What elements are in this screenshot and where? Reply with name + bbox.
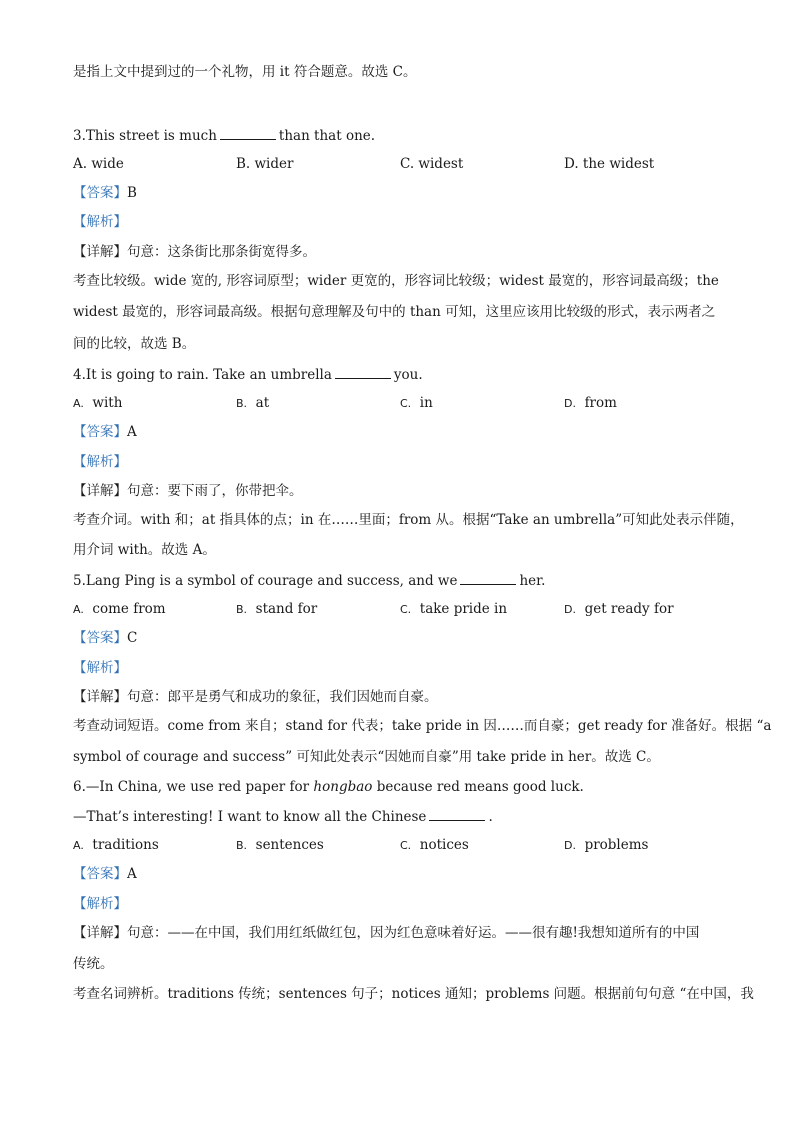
q5-options: [73, 599, 733, 619]
q5-blank: [460, 570, 516, 585]
q4-explain-1: 考查介词。with 和；at 指具体的点；in 在……里面；from 从。根据“Take an umbrella”可知此处表示伴随，: [73, 512, 744, 528]
q3-option-c: C. widest: [400, 156, 464, 172]
q5-option-d: D. get ready for: [564, 601, 674, 617]
q4-blank: [335, 364, 391, 379]
intro-line: 是指上文中提到过的一个礼物，用 it 符合题意。故选 C。: [73, 64, 417, 80]
q6-line1-after: because red means good luck.: [376, 779, 584, 795]
q5-detail-text: 句意：郎平是勇气和成功的象征，我们因她而自豪。: [127, 689, 438, 705]
q5-stem-before: 5.Lang Ping is a symbol of courage and success, and we: [73, 573, 458, 589]
q4-stem-after: you.: [393, 367, 423, 383]
q4-stem-before: 4.It is going to rain. Take an umbrella: [73, 367, 332, 383]
answer-label: 【答案】: [73, 630, 127, 646]
q3-stem: [73, 125, 375, 146]
q6-line1-before: 6.—In China, we use red paper for: [73, 779, 310, 795]
q6-line2-after: .: [488, 809, 493, 825]
q6-explain-1: 考查名词辨析。traditions 传统；sentences 句子；notices 通知；problems 问题。根据前句句意 “在中国，我: [73, 986, 754, 1002]
q3-explain-1: 考查比较级。wide 宽的, 形容词原型；wider 更宽的，形容词比较级；widest 最宽的，形容词最高级；the: [73, 273, 719, 289]
q3-explain-2: widest 最宽的，形容词最高级。根据句意理解及句中的 than 可知，这里应该用比较级的形式，表示两者之: [73, 304, 716, 320]
q6-answer: [73, 864, 137, 884]
q3-answer: [73, 183, 137, 203]
q3-stem-before: 3.This street is much: [73, 128, 217, 144]
q4-option-d: D. from: [564, 395, 617, 411]
q6-line-2: [73, 806, 493, 827]
q6-line2-before: —That’s interesting! I want to know all the Chinese: [73, 809, 427, 825]
q4-answer: [73, 422, 137, 442]
q4-stem: [73, 364, 423, 385]
q3-options: [73, 154, 733, 174]
detail-label: 【详解】: [73, 483, 127, 499]
q6-detail-text: 句意：——在中国，我们用红纸做红包，因为红色意味着好运。——很有趣!我想知道所有的中国: [127, 925, 700, 941]
q3-stem-after: than that one.: [278, 128, 376, 144]
q4-answer-value: A: [127, 424, 137, 440]
q6-option-b: B. sentences: [236, 837, 324, 853]
q5-explain-2: symbol of courage and success” 可知此处表示“因她而自豪”用 take pride in her。故选 C。: [73, 749, 660, 765]
q6-options: [73, 835, 733, 855]
q4-options: [73, 393, 733, 413]
q3-blank: [220, 125, 276, 140]
q6-blank: [429, 806, 485, 821]
answer-label: 【答案】: [73, 424, 127, 440]
q4-option-a: A. with: [73, 395, 123, 411]
q6-line1-italic: hongbao: [313, 779, 373, 795]
q5-answer-value: C: [127, 630, 138, 646]
detail-label: 【详解】: [73, 925, 127, 941]
q5-option-c: C. take pride in: [400, 601, 508, 617]
q5-option-b: B. stand for: [236, 601, 318, 617]
q3-option-d: D. the widest: [564, 156, 655, 172]
q3-option-a: A. wide: [73, 156, 124, 172]
q4-analysis-label: 【解析】: [73, 454, 127, 470]
q6-analysis-label: 【解析】: [73, 896, 127, 912]
q3-detail-text: 句意：这条街比那条街宽得多。: [127, 244, 316, 260]
q4-option-b: B. at: [236, 395, 270, 411]
q4-explain-2: 用介词 with。故选 A。: [73, 542, 216, 558]
detail-label: 【详解】: [73, 689, 127, 705]
q3-detail: [73, 242, 316, 262]
q5-analysis-label: 【解析】: [73, 660, 127, 676]
q5-option-a: A. come from: [73, 601, 166, 617]
detail-label: 【详解】: [73, 244, 127, 260]
q6-line-1: [73, 777, 584, 797]
q6-detail-cont: 传统。: [73, 956, 114, 972]
q6-option-a: A. traditions: [73, 837, 159, 853]
q3-option-b: B. wider: [236, 156, 294, 172]
q6-answer-value: A: [127, 866, 137, 882]
q6-detail: [73, 923, 699, 943]
answer-label: 【答案】: [73, 866, 127, 882]
q4-detail-text: 句意：要下雨了，你带把伞。: [127, 483, 303, 499]
q3-analysis-label: 【解析】: [73, 214, 127, 230]
q4-detail: [73, 481, 303, 501]
q3-answer-value: B: [127, 185, 137, 201]
q5-explain-1: 考查动词短语。come from 来自；stand for 代表；take pride in 因……而自豪；get ready for 准备好。根据 “a: [73, 718, 772, 734]
q5-answer: [73, 628, 137, 648]
q6-option-d: D. problems: [564, 837, 649, 853]
answer-label: 【答案】: [73, 185, 127, 201]
q4-option-c: C. in: [400, 395, 433, 411]
q3-explain-3: 间的比较，故选 B。: [73, 336, 196, 352]
q6-option-c: C. notices: [400, 837, 469, 853]
q5-stem: [73, 570, 545, 591]
q5-stem-after: her.: [519, 573, 546, 589]
q5-detail: [73, 687, 438, 707]
